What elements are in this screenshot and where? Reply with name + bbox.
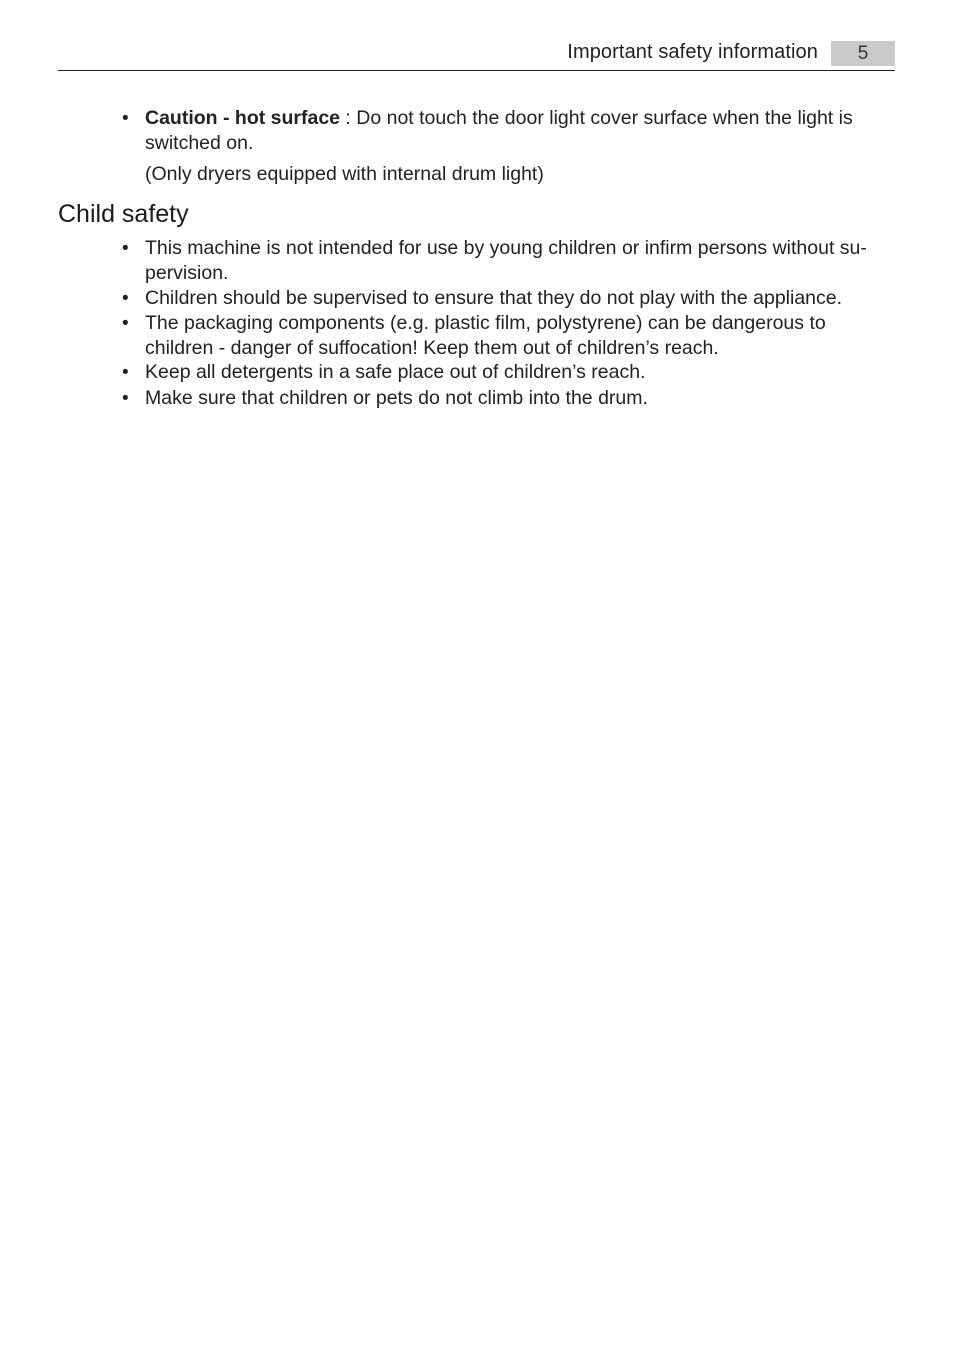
list-item-text: This machine is not intended for use by young children or infirm persons without su-pervision. [145,237,867,284]
bullet-icon: • [122,288,129,309]
list-item [122,311,896,361]
bullet-icon: • [122,313,129,334]
caution-note: (Only dryers equipped with internal drum light) [145,163,544,185]
bullet-icon: • [122,362,129,383]
list-item [122,286,896,311]
page-header [58,40,895,71]
list-item-text: Make sure that children or pets do not climb into the drum. [145,387,648,409]
list-item-text: Keep all detergents in a safe place out of children’s reach. [145,361,646,383]
caution-text: : Do not touch the door light cover surface when the light is switched on. [145,107,853,154]
caution-text-block [145,106,896,156]
caution-label: Caution - hot surface [145,107,341,129]
bullet-icon: • [122,388,129,409]
list-item-text: Children should be supervised to ensure that they do not play with the appliance. [145,287,843,309]
page-number: 5 [831,41,895,66]
list-item [122,386,896,411]
list-item-text: The packaging components (e.g. plastic film, polystyrene) can be dangerous to children - danger of suffocation! Keep them out of children’s reach. [145,312,826,359]
caution-item [122,106,896,156]
section-heading-child-safety: Child safety [58,200,189,228]
header-title: Important safety information [567,41,818,63]
bullet-icon: • [122,238,129,259]
bullet-icon: • [122,108,129,129]
list-item [122,236,882,286]
list-item [122,360,896,385]
